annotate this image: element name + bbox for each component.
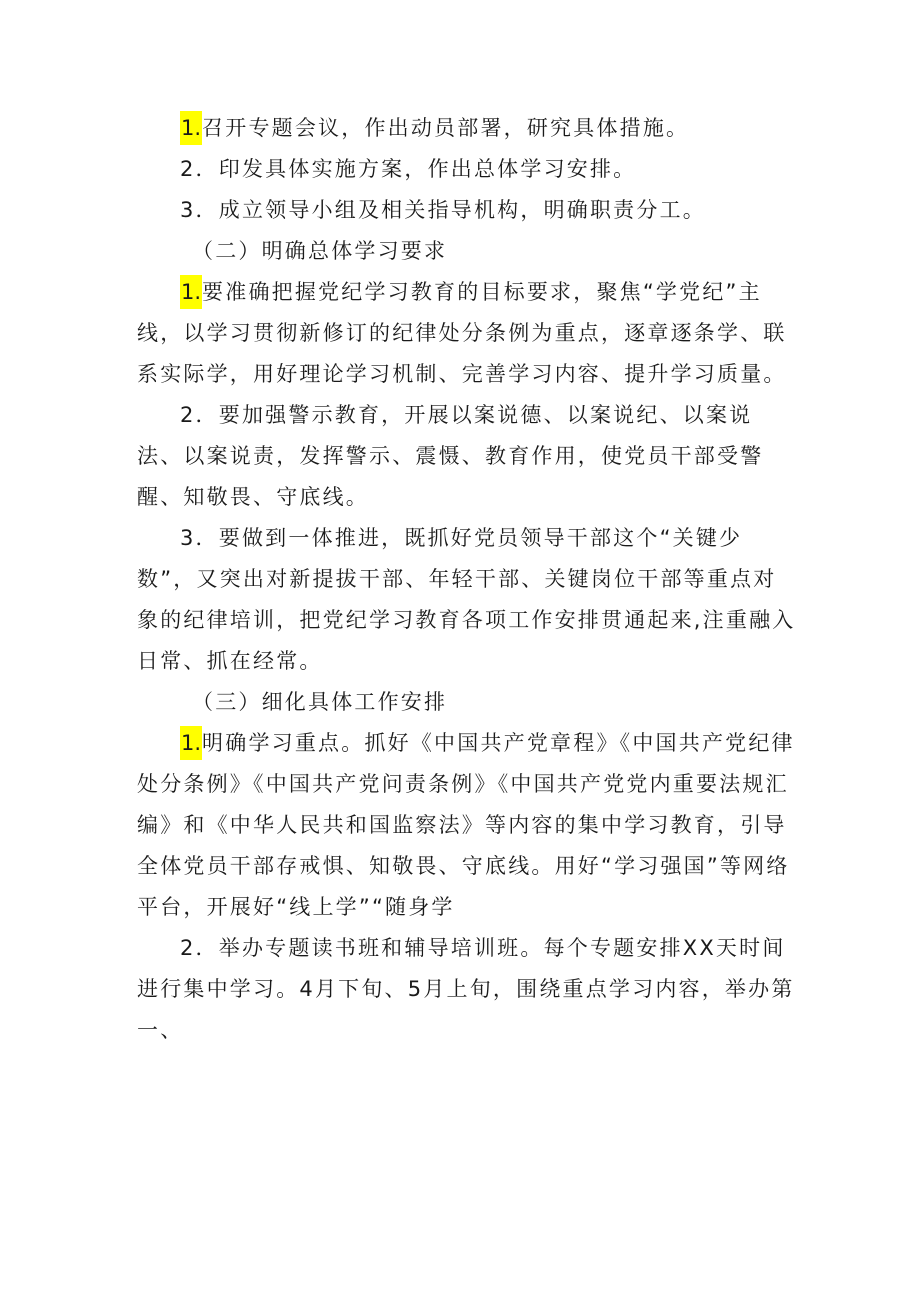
item-text: 印发具体实施方案，作出总体学习安排。 <box>218 157 637 181</box>
highlighted-item-number: 1. <box>180 111 202 145</box>
section-heading: （三）细化具体工作安排 <box>192 690 448 714</box>
item-text: 明确学习重点。抓好《中国共产党章程》《中国共产党纪律处分条例》《中国共产党问责条例》《中国共产党党内重要法规汇编》和《中华人民共和国监察法》等内容的集中学习教育，引导全体党员干部存戒惧、知敬畏、守底线。用好“学习强国”等网络平台，开展好“线上学”“随身学 <box>137 731 795 919</box>
item-text: 举办专题读书班和辅导培训班。每个专题安排XX天时间进行集中学习。4月下旬、5月上旬，围绕重点学习内容，举办第一、 <box>137 936 795 1042</box>
item-text: 召开专题会议，作出动员部署，研究具体措施。 <box>202 116 690 140</box>
item-text: 成立领导小组及相关指导机构，明确职责分工。 <box>218 198 706 222</box>
list-item <box>137 518 797 682</box>
document-body <box>137 108 797 1051</box>
item-text: 要做到一体推进，既抓好党员领导干部这个“关键少数”，又突出对新提拔干部、年轻干部、关键岗位干部等重点对象的纪律培训，把党纪学习教育各项工作安排贯通起来,注重融入日常、抓在经常。 <box>137 526 796 673</box>
section-heading: （二）明确总体学习要求 <box>192 239 448 263</box>
item-text: 要准确把握党纪学习教育的目标要求，聚焦“学党纪”主线，以学习贯彻新修订的纪律处分条例为重点，逐章逐条学、联系实际学，用好理论学习机制、完善学习内容、提升学习质量。 <box>137 280 787 386</box>
highlighted-item-number: 1. <box>180 726 202 760</box>
item-number: 2． <box>180 936 219 960</box>
item-number: 3． <box>180 198 219 222</box>
highlighted-item-number: 1. <box>180 275 202 309</box>
list-item <box>137 272 797 395</box>
item-number: 3． <box>180 526 219 550</box>
list-item <box>137 149 797 190</box>
list-item <box>137 190 797 231</box>
list-item <box>137 928 797 1051</box>
item-number: 2． <box>180 403 219 427</box>
list-item <box>137 108 797 149</box>
item-text: 要加强警示教育，开展以案说德、以案说纪、以案说法、以案说责，发挥警示、震慑、教育作用，使党员干部受警醒、知敬畏、守底线。 <box>137 403 764 509</box>
list-item <box>137 723 797 928</box>
list-item <box>137 395 797 518</box>
item-number: 2． <box>180 157 219 181</box>
